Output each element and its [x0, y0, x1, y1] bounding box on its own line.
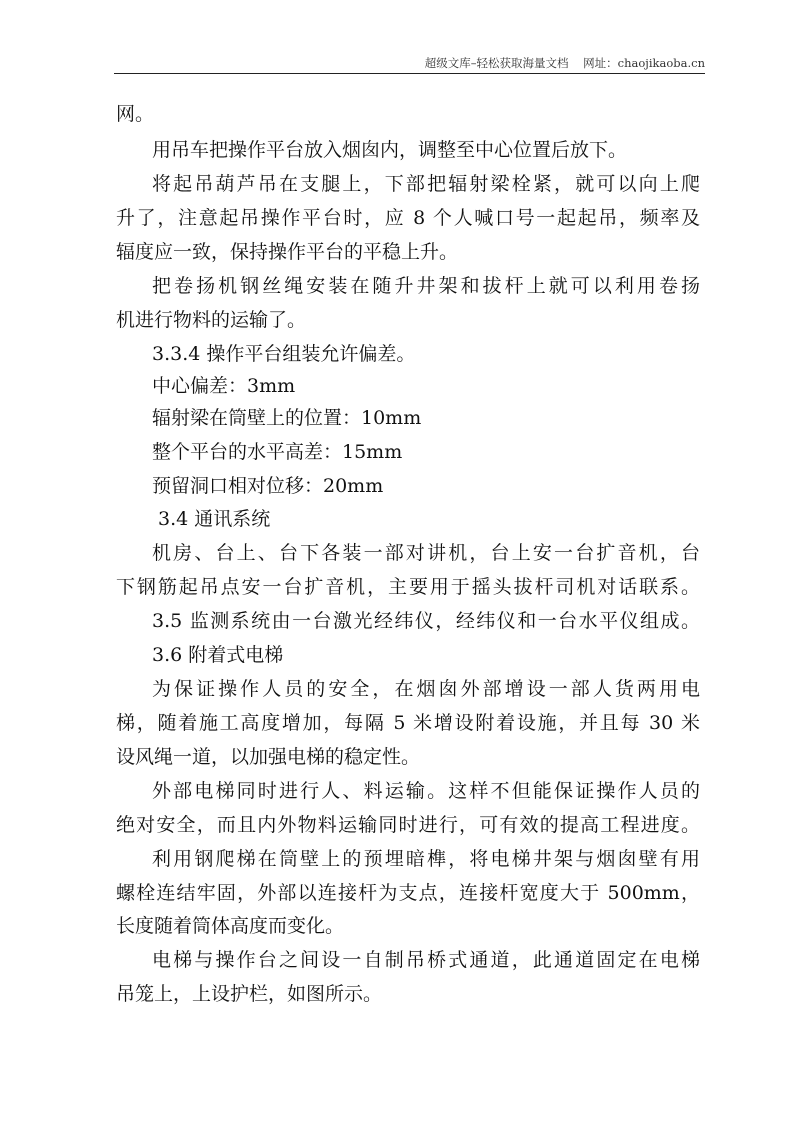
text-line: 把卷扬机钢丝绳安装在随升井架和拔杆上就可以利用卷扬 — [152, 275, 700, 297]
text-line: 外部电梯同时进行人、料运输。这样不但能保证操作人员的 — [152, 780, 700, 802]
text-line: 螺栓连结牢固，外部以连接杆为支点，连接杆宽度大于 500mm， — [116, 882, 700, 904]
header-url: 网址：chaojikaoba.cn — [583, 56, 705, 70]
header-divider — [114, 73, 705, 74]
text-line: 电梯与操作台之间设一自制吊桥式通道，此通道固定在电梯 — [152, 949, 700, 971]
text-line: 辐度应一致，保持操作平台的平稳上升。 — [116, 241, 459, 263]
text-line: 3.5 监测系统由一台激光经纬仪，经纬仪和一台水平仪组成。 — [152, 610, 700, 632]
text-line: 网。 — [116, 103, 155, 125]
text-line: 机进行物料的运输了。 — [116, 309, 307, 331]
text-line: 整个平台的水平高差：15mm — [152, 441, 403, 463]
text-line: 绝对安全，而且内外物料运输同时进行，可有效的提高工程进度。 — [116, 814, 700, 836]
text-line: 预留洞口相对位移：20mm — [152, 475, 384, 497]
text-line: 梯，随着施工高度增加，每隔 5 米增设附着设施，并且每 30 米 — [116, 712, 700, 734]
header-site-name: 超级文库–轻松获取海量文档 — [424, 56, 569, 70]
text-line: 升了，注意起吊操作平台时，应 8 个人喊口号一起起吊，频率及 — [116, 207, 700, 229]
section-heading: 3.6 附着式电梯 — [152, 644, 284, 666]
text-line: 长度随着筒体高度而变化。 — [116, 915, 345, 937]
text-line: 吊笼上，上设护栏，如图所示。 — [116, 983, 383, 1005]
text-line: 设风绳一道，以加强电梯的稳定性。 — [116, 746, 421, 768]
text-line: 用吊车把操作平台放入烟囱内，调整至中心位置后放下。 — [152, 139, 628, 161]
text-line: 下钢筋起吊点安一台扩音机，主要用于摇头拔杆司机对话联系。 — [116, 576, 700, 598]
text-line: 为保证操作人员的安全，在烟囱外部增设一部人货两用电 — [152, 678, 700, 700]
section-heading: 3.3.4 操作平台组装允许偏差。 — [152, 343, 416, 365]
text-line: 利用钢爬梯在筒壁上的预埋暗榫，将电梯井架与烟囱壁有用 — [152, 848, 700, 870]
section-heading: 3.4 通讯系统 — [158, 508, 271, 530]
text-line: 机房、台上、台下各装一部对讲机，台上安一台扩音机，台 — [152, 542, 700, 564]
text-line: 辐射梁在筒壁上的位置：10mm — [152, 407, 422, 429]
text-line: 中心偏差：3mm — [152, 375, 296, 397]
text-line: 将起吊葫芦吊在支腿上，下部把辐射梁栓紧，就可以向上爬 — [152, 173, 700, 195]
page-header — [425, 55, 705, 71]
